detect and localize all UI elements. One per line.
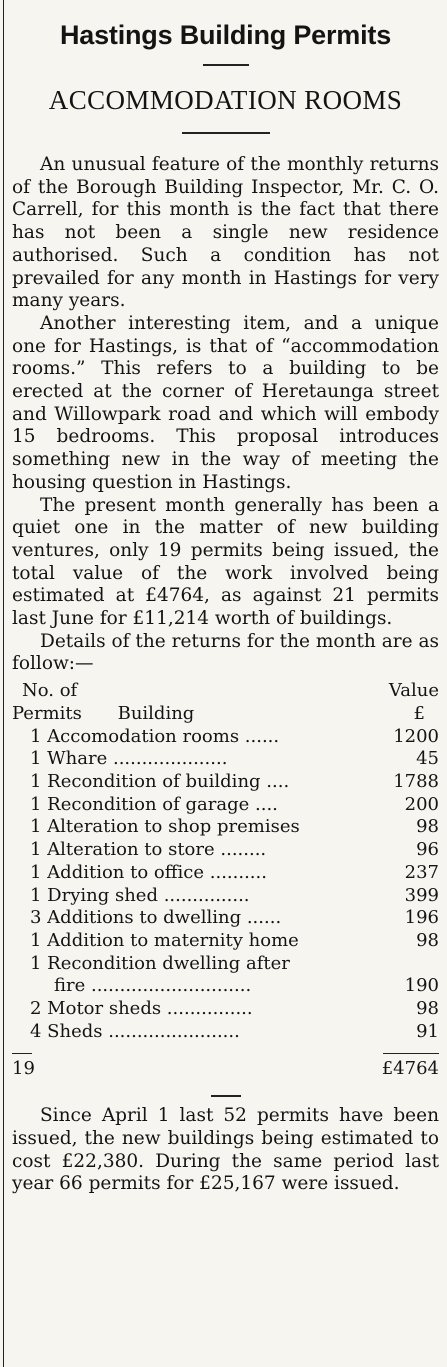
row-value: 98 bbox=[416, 816, 439, 838]
table-row bbox=[12, 771, 439, 794]
table-row bbox=[12, 998, 439, 1021]
total-rules bbox=[12, 1053, 439, 1054]
paragraph: An unusual feature of the monthly returns of the Borough Building Inspector, Mr. C. O. Carrell, for this month is the fact that there has not been a single new residence authorised. Such a condition has not prevailed for any month in Hastings for very many years. bbox=[12, 154, 439, 312]
rule bbox=[12, 1053, 32, 1054]
table-row bbox=[12, 862, 439, 885]
header-building: Building bbox=[117, 702, 195, 724]
row-description: fire ............................ bbox=[54, 975, 252, 997]
row-description: 1 Recondition dwelling after bbox=[30, 952, 290, 974]
row-value: 200 bbox=[404, 793, 439, 815]
row-description: 1 Alteration to shop premises bbox=[30, 816, 300, 838]
paragraph: Another interesting item, and a unique one for Hastings, is that of “accommodation rooms.” This refers to a building to be erected at the corner of Heretaunga street and Willowpark road and which will embody 15 bedrooms. This proposal introduces something new in the way of meeting the housing question in Hastings. bbox=[12, 312, 439, 493]
row-description: 1 Recondition of garage .... bbox=[30, 793, 278, 815]
paragraph: Details of the returns for the month are as follow:— bbox=[12, 630, 439, 675]
row-value: 190 bbox=[404, 975, 439, 997]
row-description: 1 Alteration to store ........ bbox=[30, 839, 267, 861]
rule bbox=[383, 1053, 439, 1054]
row-value: 96 bbox=[416, 839, 439, 861]
row-description: 4 Sheds ....................... bbox=[30, 1020, 240, 1042]
table-row bbox=[12, 816, 439, 839]
header-value: Value bbox=[388, 680, 439, 702]
header-unit: £ bbox=[413, 702, 425, 724]
table-row bbox=[12, 930, 439, 953]
row-value: 1788 bbox=[393, 770, 439, 792]
headline: Hastings Building Permits bbox=[59, 20, 392, 50]
column-rule bbox=[3, 0, 4, 1367]
row-value: 45 bbox=[416, 748, 439, 770]
row-value: 237 bbox=[404, 861, 439, 883]
row-description: 3 Additions to dwelling ...... bbox=[30, 907, 282, 929]
table-row bbox=[12, 748, 439, 771]
header-left bbox=[12, 703, 194, 726]
subheadline: ACCOMMODATION ROOMS bbox=[48, 85, 403, 115]
table-body bbox=[12, 726, 439, 1044]
row-description: 2 Motor sheds ............... bbox=[30, 998, 253, 1020]
permits-table bbox=[12, 680, 439, 1081]
closing-paragraph: Since April 1 last 52 permits have been issued, the new buildings being estimated to cost £22,380. During the same period last year 66 permits for £25,167 were issued. bbox=[12, 1105, 439, 1195]
table-row bbox=[12, 975, 439, 998]
table-row bbox=[12, 953, 439, 976]
row-value: 98 bbox=[416, 998, 439, 1020]
table-row bbox=[12, 907, 439, 930]
total-count: 19 bbox=[12, 1058, 35, 1080]
paragraph: The present month generally has been a quiet one in the matter of new building ventures, only 19 permits being issued, the total value of the work involved being estimated at £4764, as against 21 permits last June for £11,214 worth of buildings. bbox=[12, 494, 439, 630]
row-description: 1 Drying shed ............... bbox=[30, 884, 250, 906]
row-value: 98 bbox=[416, 929, 439, 951]
table-header bbox=[12, 680, 439, 703]
table-row bbox=[12, 839, 439, 862]
divider bbox=[182, 132, 270, 134]
row-value: 1200 bbox=[393, 725, 439, 747]
row-description: 1 Addition to maternity home bbox=[30, 929, 299, 951]
table-row bbox=[12, 794, 439, 817]
divider bbox=[211, 1095, 241, 1097]
table-header bbox=[12, 703, 439, 726]
table-row bbox=[12, 726, 439, 749]
row-value: 91 bbox=[416, 1020, 439, 1042]
totals-row bbox=[12, 1058, 439, 1081]
table-row bbox=[12, 1021, 439, 1044]
total-value: £4764 bbox=[381, 1058, 439, 1080]
divider bbox=[203, 64, 249, 66]
row-description: 1 Accomodation rooms ...... bbox=[30, 725, 280, 747]
header-permits: Permits bbox=[12, 702, 82, 724]
table-row bbox=[12, 885, 439, 908]
header-no: No. of bbox=[22, 680, 78, 702]
row-value: 196 bbox=[404, 907, 439, 929]
row-description: 1 Addition to office .......... bbox=[30, 861, 267, 883]
row-value bbox=[387, 953, 439, 976]
row-description: 1 Whare .................... bbox=[30, 748, 228, 770]
row-value: 399 bbox=[404, 884, 439, 906]
row-description: 1 Recondition of building .... bbox=[30, 770, 290, 792]
